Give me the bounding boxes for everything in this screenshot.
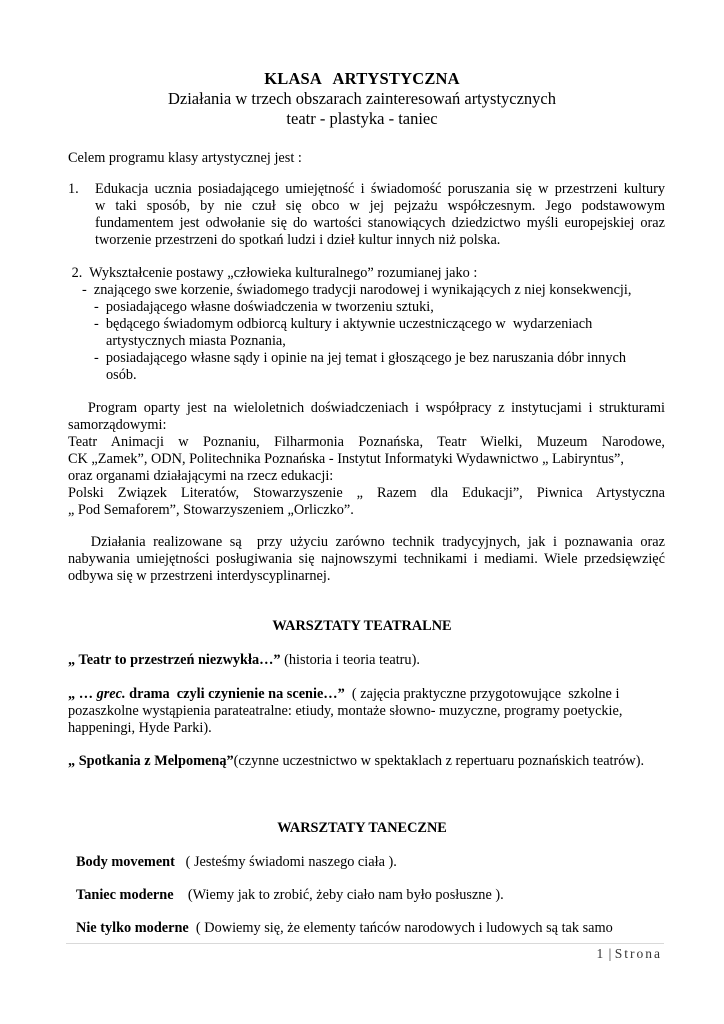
theatre-item-2-desc: ( zajęcia praktyczne przygotowujące szkolne i [344, 686, 620, 702]
intro-text: Celem programu klasy artystycznej jest : [68, 150, 302, 166]
document-subtitle-areas: teatr - plastyka - taniec [286, 109, 438, 128]
theatre-workshops-heading: WARSZTATY TEATRALNE [272, 618, 452, 634]
theatre-item-2-title-a: „ … [68, 686, 97, 702]
dance-item-title: Taniec moderne [76, 887, 174, 903]
dance-item-title: Nie tylko moderne [76, 920, 189, 936]
dance-item [76, 920, 613, 937]
point-1-number: 1. [68, 181, 79, 197]
theatre-item-2-title-b: drama czyli czynienie na scenie…” [125, 686, 345, 702]
theatre-item-2-line-3: happeningi, Hyde Parki). [68, 720, 212, 736]
theatre-item-2-line-2: pozaszkolne wystąpienia parateatralne: etiudy, montaże słowno- muzyczne, programy poetyckie, [68, 703, 623, 719]
footer-divider [66, 943, 664, 944]
point-1-line: tworzenie przestrzeni do spotkań ludzi i dzieł kultur innych niż polska. [95, 232, 501, 248]
program-line: Polski Związek Literatów, Stowarzyszenie „ Razem dla Edukacji”, Piwnica Artystyczna [68, 485, 665, 501]
theatre-item-3-title: „ Spotkania z Melpomeną” [68, 753, 234, 769]
theatre-item-1 [68, 652, 420, 669]
document-title: KLASA ARTYSTYCZNA [264, 69, 460, 88]
point-2-bullet: - posiadającego własne doświadczenia w tworzeniu sztuki, [94, 299, 434, 315]
program-line: oraz organami działającymi na rzecz edukacji: [68, 468, 334, 484]
dance-item-title: Body movement [76, 854, 175, 870]
dance-item-desc: ( Jesteśmy świadomi naszego ciała ). [174, 854, 397, 870]
program-line: Program oparty jest na wieloletnich doświadczeniach i współpracy z instytucjami i strukturami [68, 400, 665, 416]
dance-item-desc: (Wiemy jak to zrobić, żeby ciało nam było posłuszne ). [173, 887, 504, 903]
document-subtitle: Działania w trzech obszarach zainteresowań artystycznych [167, 89, 556, 108]
program-line: „ Pod Semaforem”, Stowarzyszeniem „Orliczko”. [68, 502, 354, 518]
theatre-item-2-title-italic: grec. [96, 686, 126, 702]
theatre-item-3-desc: (czynne uczestnictwo w spektaklach z repertuaru poznańskich teatrów). [233, 753, 645, 769]
footer-page-label: Strona [614, 946, 662, 961]
point-1-line: w taki sposób, by nie czuł się obco w jej pejzażu współczesnym. Jego podstawowym [95, 198, 665, 214]
theatre-item-3 [68, 753, 644, 770]
dance-item [76, 854, 397, 871]
program-line: CK „Zamek”, ODN, Politechnika Poznańska - Instytut Informatyki Wydawnictwo „ Labiryntus”, [68, 451, 624, 467]
program-line: samorządowymi: [68, 417, 167, 433]
footer-separator: | [605, 946, 615, 961]
point-2-bullet: - znającego swe korzenie, świadomego tradycji narodowej i wynikających z niej konsekwencji, [82, 282, 632, 298]
point-2-bullet-cont: osób. [106, 367, 137, 383]
point-2-heading: 2. Wykształcenie postawy „człowieka kulturalnego” rozumianej jako : [68, 265, 478, 281]
theatre-item-1-title: „ Teatr to przestrzeń niezwykła…” [68, 652, 281, 668]
dance-workshops-heading: WARSZTATY TANECZNE [277, 820, 447, 836]
page-number: 1 [596, 946, 606, 961]
theatre-item-1-desc: (historia i teoria teatru). [280, 652, 420, 668]
dance-item [76, 887, 504, 904]
point-2-bullet: - będącego świadomym odbiorcą kultury i aktywnie uczestniczącego w wydarzeniach [94, 316, 593, 332]
dance-item-desc: ( Dowiemy się, że elementy tańców narodowych i ludowych są tak samo [188, 920, 613, 936]
realization-line: odbywa się w przestrzeni interdyscyplinarnej. [68, 568, 331, 584]
point-2-bullet-cont: artystycznych miasta Poznania, [106, 333, 286, 349]
theatre-item-2 [68, 686, 619, 703]
realization-line: Działania realizowane są przy użyciu zarówno technik tradycyjnych, jak i poznawania oraz [68, 534, 665, 550]
realization-line: nabywania umiejętności posługiwania się najnowszymi technikami i mediami. Wiele przedsięwzięć [68, 551, 665, 567]
point-1-line: fundamentem jest odwołanie się do wartości stanowiących dziedzictwo myśli europejskiej oraz [95, 215, 665, 231]
point-1-line: Edukacja ucznia posiadającego umiejętność i świadomość poruszania się w przestrzeni kultury [95, 181, 665, 197]
program-line: Teatr Animacji w Poznaniu, Filharmonia Poznańska, Teatr Wielki, Muzeum Narodowe, [68, 434, 665, 450]
page-footer [597, 945, 662, 962]
point-2-bullet: - posiadającego własne sądy i opinie na jej temat i głoszącego je bez naruszania dóbr innych [94, 350, 626, 366]
